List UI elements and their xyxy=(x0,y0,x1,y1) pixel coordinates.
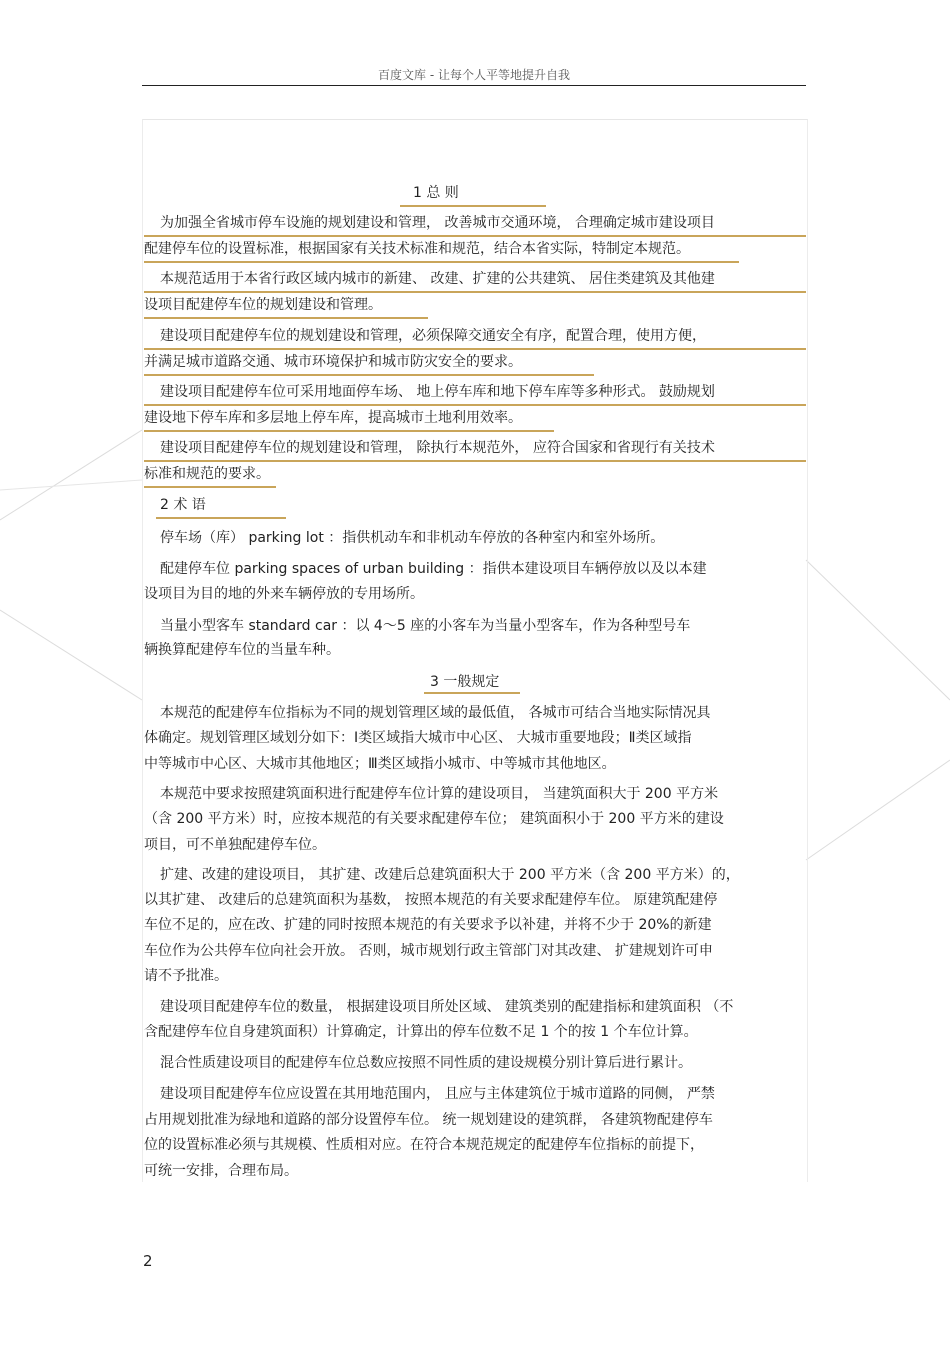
text-line: 建设地下停车库和多层地上停车库，提高城市土地利用效率。 xyxy=(144,410,522,426)
text-line: 建设项目配建停车位的规划建设和管理， 除执行本规范外， 应符合国家和省现行有关技术 xyxy=(160,440,715,456)
text-line: 建设项目配建停车位的规划建设和管理，必须保障交通安全有序，配置合理，使用方便， xyxy=(160,328,706,344)
text-underline xyxy=(144,261,739,263)
text-underline xyxy=(144,404,806,406)
text-line: 本规范适用于本省行政区域内城市的新建、 改建、扩建的公共建筑、 居住类建筑及其他建 xyxy=(160,271,715,287)
text-line: 体确定。规划管理区域划分如下：Ⅰ类区域指大城市中心区、 大城市重要地段；Ⅱ类区域指 xyxy=(144,730,692,746)
text-underline xyxy=(144,291,806,293)
heading-underline xyxy=(156,517,286,519)
text-line: 标准和规范的要求。 xyxy=(144,466,270,482)
text-underline xyxy=(144,374,594,376)
header-divider xyxy=(142,85,806,86)
text-line: 配建停车位的设置标准，根据国家有关技术标准和规范，结合本省实际，特制定本规范。 xyxy=(144,241,690,257)
text-line: 占用规划批准为绿地和道路的部分设置停车位。 统一规划建设的建筑群， 各建筑物配建停车 xyxy=(144,1112,713,1128)
text-line: 设项目为目的地的外来车辆停放的专用场所。 xyxy=(144,586,424,602)
text-line: 本规范中要求按照建筑面积进行配建停车位计算的建设项目， 当建筑面积大于 200 平方米 xyxy=(160,786,719,802)
text-line: （含 200 平方米）时，应按本规范的有关要求配建停车位； 建筑面积小于 200 平方米的建设 xyxy=(144,811,724,827)
text-line: 混合性质建设项目的配建停车位总数应按照不同性质的建设规模分别计算后进行累计。 xyxy=(160,1055,692,1071)
text-underline xyxy=(144,348,806,350)
text-line: 请不予批准。 xyxy=(144,968,228,984)
text-line: 车位作为公共停车位向社会开放。 否则，城市规划行政主管部门对其改建、 扩建规划许可申 xyxy=(144,943,713,959)
text-underline xyxy=(144,486,276,488)
page-header: 百度文库 - 让每个人平等地提升自我 xyxy=(378,68,570,82)
text-line: 建设项目配建停车位可采用地面停车场、 地上停车库和地下停车库等多种形式。 鼓励规划 xyxy=(160,384,715,400)
text-line: 位的设置标准必须与其规模、性质相对应。在符合本规范规定的配建停车位指标的前提下， xyxy=(144,1137,704,1153)
page-number: 2 xyxy=(143,1252,153,1270)
section-2-title: 2 术 语 xyxy=(160,497,206,513)
text-line: 含配建停车位自身建筑面积）计算确定，计算出的停车位数不足 1 个的按 1 个车位计算。 xyxy=(144,1024,698,1040)
heading-underline xyxy=(424,692,520,694)
text-underline xyxy=(144,235,806,237)
text-underline xyxy=(144,460,806,462)
text-line: 中等城市中心区、大城市其他地区；Ⅲ类区域指小城市、中等城市其他地区。 xyxy=(144,756,616,772)
text-line: 配建停车位 parking spaces of urban building ：指供本建设项目车辆停放以及以本建 xyxy=(160,561,707,577)
text-line: 建设项目配建停车位应设置在其用地范围内， 且应与主体建筑位于城市道路的同侧， 严禁 xyxy=(160,1086,715,1102)
text-underline xyxy=(144,317,428,319)
heading-underline xyxy=(400,205,546,207)
section-1-title: 1 总 则 xyxy=(413,185,459,201)
text-line: 建设项目配建停车位的数量， 根据建设项目所处区域、 建筑类别的配建指标和建筑面积 （不 xyxy=(160,999,734,1015)
text-line: 辆换算配建停车位的当量车种。 xyxy=(144,642,340,658)
text-line: 为加强全省城市停车设施的规划建设和管理， 改善城市交通环境， 合理确定城市建设项目 xyxy=(160,215,715,231)
text-underline xyxy=(144,430,554,432)
text-line: 车位不足的，应在改、扩建的同时按照本规范的有关要求予以补建，并将不少于 20%的新建 xyxy=(144,917,712,933)
text-line: 项目，可不单独配建停车位。 xyxy=(144,837,326,853)
text-line: 并满足城市道路交通、城市环境保护和城市防灾安全的要求。 xyxy=(144,354,522,370)
text-line: 当量小型客车 standard car ：以 4～5 座的小客车为当量小型客车，作为各种型号车 xyxy=(160,618,691,634)
text-line: 停车场（库） parking lot ：指供机动车和非机动车停放的各种室内和室外场所。 xyxy=(160,530,665,546)
text-line: 扩建、改建的建设项目， 其扩建、改建后总建筑面积大于 200 平方米（含 200 平方米）的， xyxy=(160,867,740,883)
section-3-title: 3 一般规定 xyxy=(430,674,500,690)
text-line: 本规范的配建停车位指标为不同的规划管理区域的最低值， 各城市可结合当地实际情况具 xyxy=(160,705,711,721)
text-line: 可统一安排，合理布局。 xyxy=(144,1163,298,1179)
text-line: 以其扩建、 改建后的总建筑面积为基数， 按照本规范的有关要求配建停车位。 原建筑配建停 xyxy=(144,892,718,908)
text-line: 设项目配建停车位的规划建设和管理。 xyxy=(144,297,382,313)
